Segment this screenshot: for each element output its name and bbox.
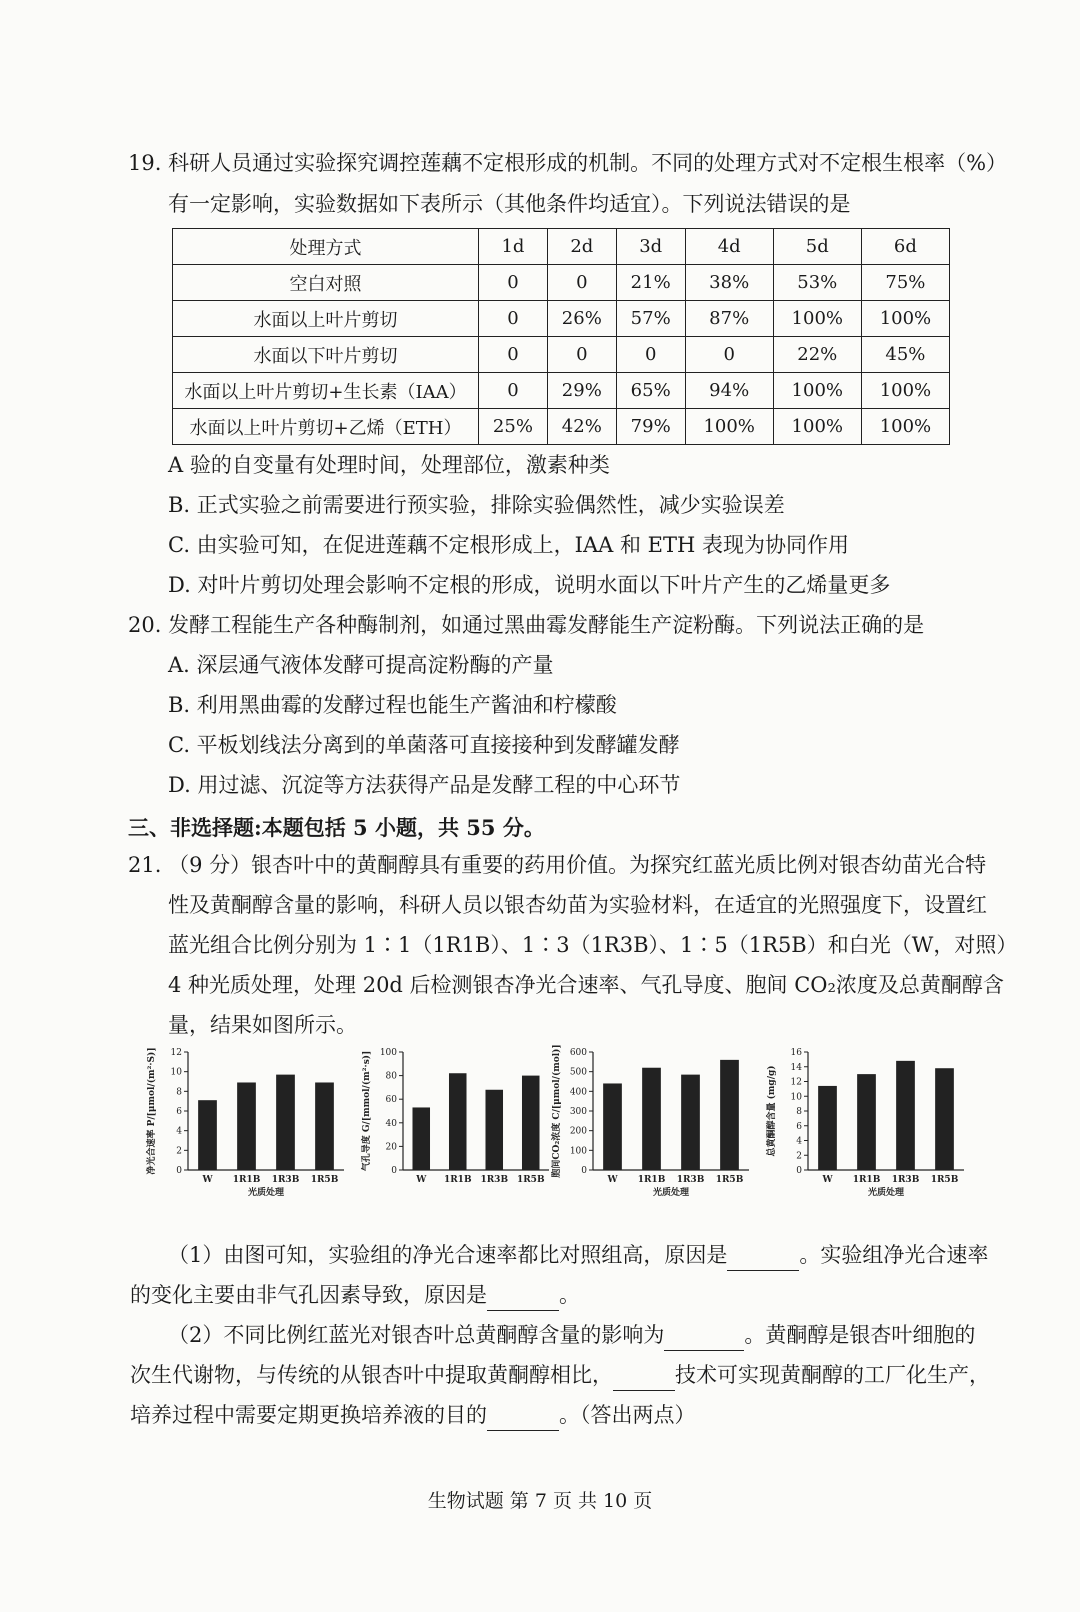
y-tick-label: 14: [790, 1062, 802, 1073]
y-tick-label: 6: [796, 1121, 802, 1132]
table-row: [173, 301, 950, 337]
table-cell: 100%: [861, 373, 949, 409]
y-tick-label: 2: [176, 1146, 182, 1157]
section-heading: 三、非选择题:本题包括 5 小题，共 55 分。: [128, 815, 545, 840]
bar-1R1B: [237, 1082, 256, 1170]
x-tick-label: 1R3B: [480, 1175, 509, 1185]
y-tick-label: 100: [569, 1146, 587, 1157]
table-header-cell: 4d: [685, 229, 773, 265]
table-row: [173, 409, 950, 445]
q21-sub1-text-b: 。实验组净光合速率: [799, 1243, 989, 1267]
x-tick-label: 1R3B: [891, 1175, 920, 1185]
q21-sub2-text-a: （2）不同比例红蓝光对银杏叶总黄酮醇含量的影响为: [168, 1323, 665, 1347]
bar-1R3B: [681, 1075, 700, 1170]
table-cell: 29%: [547, 373, 616, 409]
bar-W: [198, 1100, 217, 1170]
bar-W: [412, 1107, 430, 1170]
q19-option-a: A 验的自变量有处理时间，处理部位，激素种类: [168, 453, 610, 477]
table-cell: 45%: [861, 337, 949, 373]
x-axis-label: 光质处理: [867, 1188, 905, 1198]
bar-1R5B: [720, 1060, 739, 1170]
table-cell: 42%: [547, 409, 616, 445]
q20-option-a: A. 深层通气液体发酵可提高淀粉酶的产量: [168, 653, 554, 677]
q19-stem-line1: 19. 科研人员通过实验探究调控莲藕不定根形成的机制。不同的处理方式对不定根生根率（%）: [128, 151, 1008, 175]
q20-option-b: B. 利用黑曲霉的发酵过程也能生产酱油和柠檬酸: [168, 693, 617, 717]
table-cell: 0: [479, 265, 548, 301]
table-cell: 水面以上叶片剪切: [173, 301, 479, 337]
q21-sub2-text-e: 培养过程中需要定期更换培养液的目的: [130, 1403, 487, 1427]
x-tick-label: 1R1B: [443, 1175, 472, 1185]
y-axis-label: 净光合速率 P/[μmol/(m²·S)]: [147, 1047, 157, 1175]
bar-1R3B: [896, 1061, 915, 1170]
answer-blank[interactable]: [727, 1240, 799, 1271]
q21-stem-line5: 量，结果如图所示。: [168, 1013, 357, 1037]
q21-sub2-line3: [130, 1400, 696, 1431]
y-tick-label: 100: [379, 1048, 397, 1058]
y-axis-label: 气孔导度 G/[mmol/(m²·s)]: [362, 1050, 372, 1172]
q21-stem-line3: 蓝光组合比例分别为 1∶1（1R1B）、1∶3（1R3B）、1∶5（1R5B）和白光（W，对照）: [168, 933, 1018, 957]
q21-sub1-text-c: 的变化主要由非气孔因素导致，原因是: [130, 1283, 487, 1307]
bar-1R3B: [276, 1075, 295, 1170]
q21-sub2-line1: [168, 1320, 975, 1351]
x-axis-label: 光质处理: [247, 1188, 285, 1198]
bar-W: [818, 1086, 837, 1170]
table-cell: 25%: [479, 409, 548, 445]
y-tick-label: 400: [569, 1087, 587, 1098]
x-tick-label: 1R3B: [271, 1175, 300, 1185]
table-cell: 94%: [685, 373, 773, 409]
table-cell: 75%: [861, 265, 949, 301]
bar-1R1B: [642, 1068, 661, 1170]
table-row: [173, 373, 950, 409]
y-tick-label: 2: [796, 1151, 802, 1162]
x-tick-label: 1R1B: [852, 1175, 881, 1185]
y-tick-label: 0: [391, 1166, 397, 1176]
bar-W: [603, 1083, 622, 1170]
answer-blank[interactable]: [664, 1320, 744, 1351]
table-row: [173, 337, 950, 373]
table-cell: 100%: [773, 409, 861, 445]
y-axis-label: 总黄酮醇含量 (mg/g): [767, 1065, 777, 1157]
answer-blank[interactable]: [487, 1280, 559, 1311]
q21-sub2-text-b: 。黄酮醇是银杏叶细胞的: [744, 1323, 976, 1347]
bar-1R1B: [857, 1074, 876, 1170]
table-cell: 0: [685, 337, 773, 373]
y-tick-label: 12: [790, 1077, 802, 1088]
x-tick-label: 1R5B: [310, 1175, 339, 1185]
table-header-cell: 3d: [616, 229, 685, 265]
table-cell: 57%: [616, 301, 685, 337]
x-tick-label: W: [202, 1175, 213, 1185]
y-tick-label: 0: [796, 1166, 802, 1176]
table-cell: 水面以上叶片剪切+乙烯（ETH）: [173, 409, 479, 445]
q21-sub1-text-a: （1）由图可知，实验组的净光合速率都比对照组高，原因是: [168, 1243, 728, 1267]
q19-option-b: B. 正式实验之前需要进行预实验，排除实验偶然性，减少实验误差: [168, 493, 785, 517]
q21-sub2-text-d: 技术可实现黄酮醇的工厂化生产，: [675, 1363, 990, 1387]
q20-option-d: D. 用过滤、沉淀等方法获得产品是发酵工程的中心环节: [168, 773, 681, 797]
bar-1R5B: [522, 1076, 540, 1170]
table-cell: 0: [479, 373, 548, 409]
y-tick-label: 300: [569, 1107, 587, 1117]
table-cell: 79%: [616, 409, 685, 445]
q20-option-c: C. 平板划线法分离到的单菌落可直接接种到发酵罐发酵: [168, 733, 680, 757]
q21-sub1-line1: [168, 1240, 988, 1271]
table-cell: 100%: [861, 301, 949, 337]
y-tick-label: 16: [790, 1048, 802, 1058]
x-tick-label: W: [822, 1175, 833, 1185]
q20-stem: 20. 发酵工程能生产各种酶制剂，如通过黑曲霉发酵能生产淀粉酶。下列说法正确的是: [128, 613, 925, 637]
q19-option-d: D. 对叶片剪切处理会影响不定根的形成，说明水面以下叶片产生的乙烯量更多: [168, 573, 891, 597]
table-cell: 22%: [773, 337, 861, 373]
x-tick-label: 1R1B: [637, 1175, 666, 1185]
table-cell: 65%: [616, 373, 685, 409]
q21-stem-line4: 4 种光质处理，处理 20d 后检测银杏净光合速率、气孔导度、胞间 CO₂浓度及总黄酮醇含: [168, 973, 1004, 997]
bar-1R1B: [449, 1073, 467, 1170]
y-tick-label: 0: [176, 1166, 182, 1176]
y-tick-label: 200: [569, 1126, 587, 1137]
answer-blank[interactable]: [487, 1400, 559, 1431]
q21-stem-line1: 21. （9 分）银杏叶中的黄酮醇具有重要的药用价值。为探究红蓝光质比例对银杏幼苗光合特: [128, 853, 987, 877]
table-row: [173, 265, 950, 301]
x-tick-label: W: [416, 1175, 427, 1185]
y-tick-label: 10: [790, 1092, 802, 1103]
table-cell: 100%: [861, 409, 949, 445]
table-header-cell: 1d: [479, 229, 548, 265]
q19-option-c: C. 由实验可知，在促进莲藕不定根形成上，IAA 和 ETH 表现为协同作用: [168, 533, 849, 557]
chart-net-photosynthesis: [140, 1040, 350, 1214]
chart-intercellular-co2: [545, 1040, 755, 1214]
y-tick-label: 40: [385, 1118, 397, 1129]
y-tick-label: 8: [176, 1087, 182, 1098]
q21-sub2-text-c: 次生代谢物，与传统的从银杏叶中提取黄酮醇相比，: [130, 1363, 613, 1387]
page-footer: 生物试题 第 7 页 共 10 页: [427, 1490, 653, 1512]
table-cell: 0: [547, 337, 616, 373]
table-cell: 100%: [773, 373, 861, 409]
x-tick-label: W: [607, 1175, 618, 1185]
table-cell: 53%: [773, 265, 861, 301]
x-tick-label: 1R5B: [715, 1175, 744, 1185]
table-cell: 100%: [685, 409, 773, 445]
y-tick-label: 4: [176, 1126, 182, 1137]
x-tick-label: 1R5B: [930, 1175, 959, 1185]
y-tick-label: 500: [569, 1067, 587, 1078]
y-tick-label: 4: [796, 1136, 802, 1147]
table-header-cell: 2d: [547, 229, 616, 265]
x-tick-label: 1R1B: [232, 1175, 261, 1185]
table-cell: 0: [479, 301, 548, 337]
y-tick-label: 12: [170, 1048, 182, 1058]
y-tick-label: 8: [796, 1107, 802, 1117]
table-header-cell: 处理方式: [173, 229, 479, 265]
table-cell: 87%: [685, 301, 773, 337]
q21-sub2-line2: [130, 1360, 990, 1391]
q21-sub1-text-d: 。: [559, 1283, 580, 1307]
y-tick-label: 600: [569, 1048, 587, 1058]
table-header-cell: 6d: [861, 229, 949, 265]
x-tick-label: 1R3B: [676, 1175, 705, 1185]
table-cell: 水面以下叶片剪切: [173, 337, 479, 373]
table-cell: 21%: [616, 265, 685, 301]
q21-sub2-text-f: 。（答出两点）: [559, 1403, 696, 1427]
table-cell: 38%: [685, 265, 773, 301]
bar-1R5B: [935, 1068, 954, 1170]
q19-stem-line2: 有一定影响，实验数据如下表所示（其他条件均适宜）。下列说法错误的是: [168, 192, 851, 216]
bar-1R5B: [315, 1082, 334, 1170]
y-tick-label: 0: [581, 1166, 587, 1176]
bar-1R3B: [485, 1090, 503, 1170]
chart-total-flavonol: [760, 1040, 970, 1214]
q19-data-table: [172, 228, 950, 445]
chart-stomatal-conductance: [355, 1040, 555, 1214]
table-cell: 0: [547, 265, 616, 301]
table-cell: 0: [479, 337, 548, 373]
table-cell: 水面以上叶片剪切+生长素（IAA）: [173, 373, 479, 409]
y-tick-label: 6: [176, 1107, 182, 1117]
q21-sub1-line2: [130, 1280, 580, 1311]
x-axis-label: 光质处理: [652, 1188, 690, 1198]
table-cell: 空白对照: [173, 265, 479, 301]
y-tick-label: 20: [385, 1142, 397, 1153]
table-header-row: [173, 229, 950, 265]
table-cell: 26%: [547, 301, 616, 337]
q21-stem-line2: 性及黄酮醇含量的影响，科研人员以银杏幼苗为实验材料，在适宜的光照强度下，设置红: [168, 893, 987, 917]
table-cell: 100%: [773, 301, 861, 337]
table-header-cell: 5d: [773, 229, 861, 265]
answer-blank[interactable]: [613, 1360, 675, 1391]
y-tick-label: 80: [385, 1071, 397, 1082]
y-tick-label: 60: [385, 1095, 397, 1106]
y-axis-label: 胞间CO₂浓度 C/[μmol/(mol)]: [552, 1044, 562, 1178]
y-tick-label: 10: [170, 1067, 182, 1078]
table-cell: 0: [616, 337, 685, 373]
x-tick-label: 1R5B: [516, 1175, 545, 1185]
